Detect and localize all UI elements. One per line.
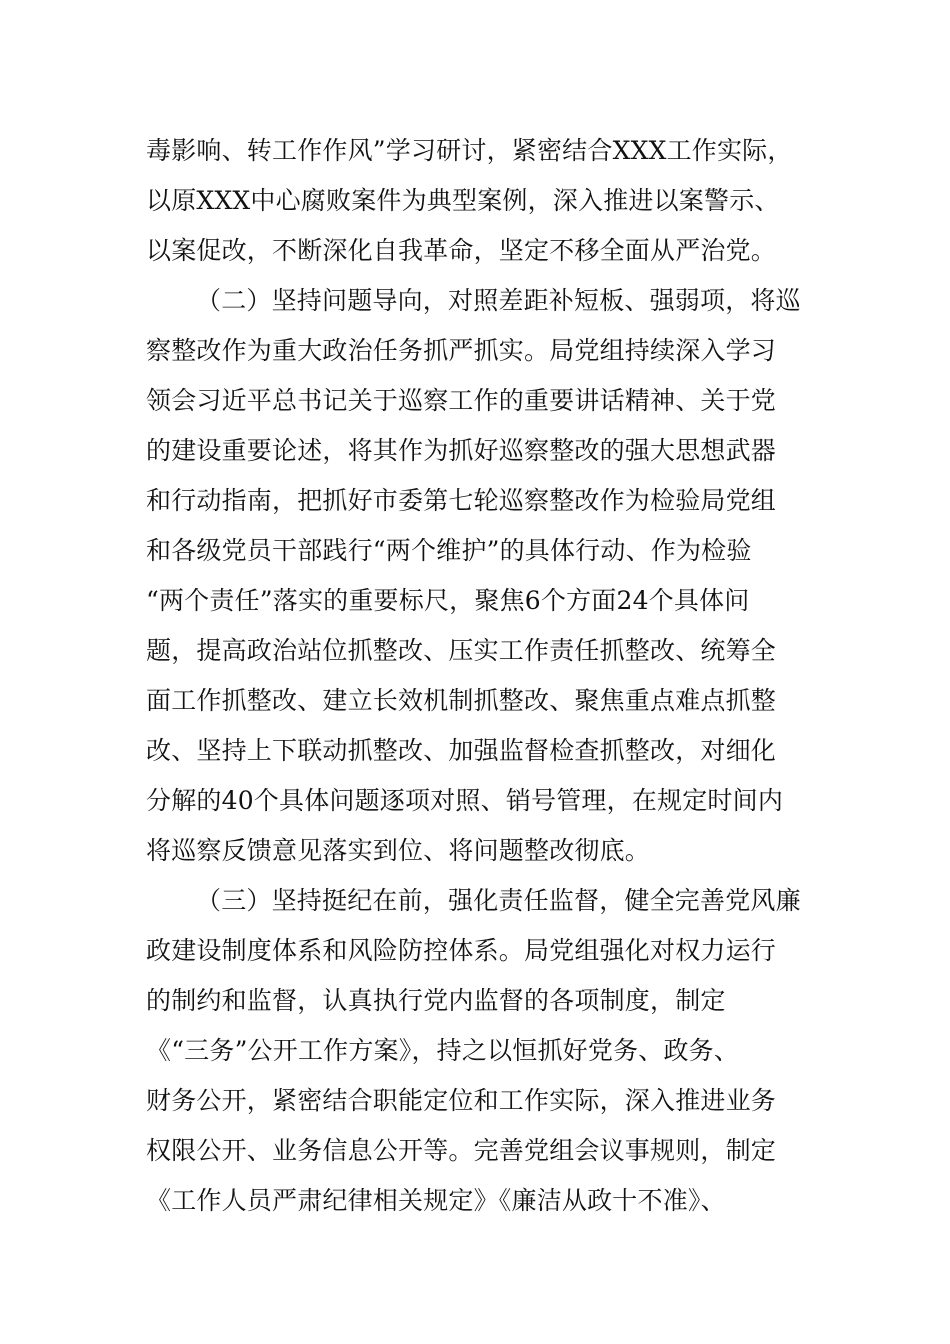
text-line: 《工作人员严肃纪律相关规定》《廉洁从政十不准》、	[146, 1186, 726, 1215]
text-line: 权限公开、业务信息公开等。完善党组会议事规则，制定	[146, 1136, 777, 1165]
text-line: 的制约和监督，认真执行党内监督的各项制度，制定	[146, 986, 726, 1015]
text-line: 领会习近平总书记关于巡察工作的重要讲话精神、关于党	[146, 386, 777, 415]
text-line: 毒影响、转工作作风”学习研讨，紧密结合XXX工作实际，	[146, 136, 793, 165]
text-line: 财务公开，紧密结合职能定位和工作实际，深入推进业务	[146, 1086, 777, 1115]
text-line: 察整改作为重大政治任务抓严抓实。局党组持续深入学习	[146, 336, 777, 365]
text-line: 和行动指南，把抓好市委第七轮巡察整改作为检验局党组	[146, 486, 777, 515]
text-line: 以原XXX中心腐败案件为典型案例，深入推进以案警示、	[146, 186, 780, 215]
text-line: 分解的40个具体问题逐项对照、销号管理，在规定时间内	[146, 786, 784, 815]
text-line: 将巡察反馈意见落实到位、将问题整改彻底。	[146, 836, 651, 865]
text-line: 以案促改，不断深化自我革命，坚定不移全面从严治党。	[146, 236, 777, 265]
text-line: 政建设制度体系和风险防控体系。局党组强化对权力运行	[146, 936, 777, 965]
text-line: 改、坚持上下联动抓整改、加强监督检查抓整改，对细化	[146, 736, 777, 765]
text-line: 和各级党员干部践行“两个维护”的具体行动、作为检验	[146, 536, 752, 565]
text-line: 题，提高政治站位抓整改、压实工作责任抓整改、统筹全	[146, 636, 777, 665]
text-line: 《“三务”公开工作方案》，持之以恒抓好党务、政务、	[146, 1036, 740, 1065]
text-line: “两个责任”落实的重要标尺，聚焦6个方面24个具体问	[146, 586, 750, 615]
paragraph-2-first-line: （二）坚持问题导向，对照差距补短板、强弱项，将巡	[196, 286, 801, 315]
paragraph-3-first-line: （三）坚持挺纪在前，强化责任监督，健全完善党风廉	[196, 886, 801, 915]
text-line: 面工作抓整改、建立长效机制抓整改、聚焦重点难点抓整	[146, 686, 777, 715]
text-line: 的建设重要论述，将其作为抓好巡察整改的强大思想武器	[146, 436, 777, 465]
